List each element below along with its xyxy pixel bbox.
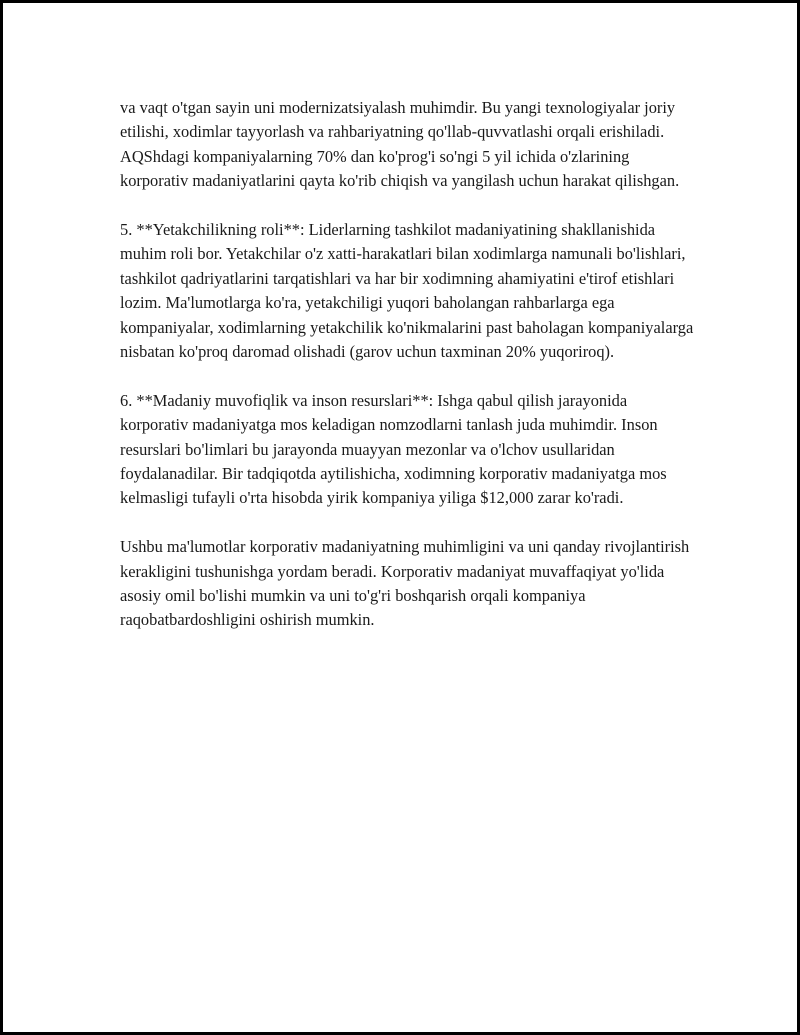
document-body (120, 96, 695, 657)
paragraph-leadership-role: 5. **Yetakchilikning roli**: Liderlarning tashkilot madaniyatining shakllanishida muhim roli bor. Yetakchilar o'z xatti-harakatlari bilan xodimlarga namunali bo'lishlari, tashkilot qadriyatlarini tarqatishlari va har bir xodimning ahamiyatini e'tirof etishlari lozim. Ma'lumotlarga ko'ra, yetakchiligi yuqori baholangan rahbarlarga ega kompaniyalar, xodimlarning yetakchilik ko'nikmalarini past baholagan kompaniyalarga nisbatan ko'proq daromad olishadi (garov uchun taxminan 20% yuqoriroq). (120, 220, 694, 362)
paragraph-cultural-fit: 6. **Madaniy muvofiqlik va inson resurslari**: Ishga qabul qilish jarayonida korporativ madaniyatga mos keladigan nomzodlarni tanlash juda muhimdir. Inson resurslari bo'limlari bu jarayonda muayyan mezonlar va o'lchov usullaridan foydalanadilar. Bir tadqiqotda aytilishicha, xodimning korporativ madaniyatga mos kelmasligi tufayli o'rta hisobda yirik kompaniya yiliga $12,000 zarar ko'radi. (120, 390, 667, 508)
paragraph-conclusion: Ushbu ma'lumotlar korporativ madaniyatning muhimligini va uni qanday rivojlantirish kerakligini tushunishga yordam beradi. Korporativ madaniyat muvaffaqiyat yo'lida asosiy omil bo'lishi mumkin va uni to'g'ri boshqarish orqali kompaniya raqobatbardoshligini oshirish mumkin. (120, 537, 690, 630)
paragraph-modernization: va vaqt o'tgan sayin uni modernizatsiyalash muhimdir. Bu yangi texnologiyalar joriy etilishi, xodimlar tayyorlash va rahbariyatning qo'llab-quvvatlashi orqali erishiladi. AQShdagi kompaniyalarning 70% dan ko'prog'i so'ngi 5 yil ichida o'zlarining korporativ madaniyatlarini qayta ko'rib chiqish va yangilash uchun harakat qilishgan. (120, 98, 680, 191)
